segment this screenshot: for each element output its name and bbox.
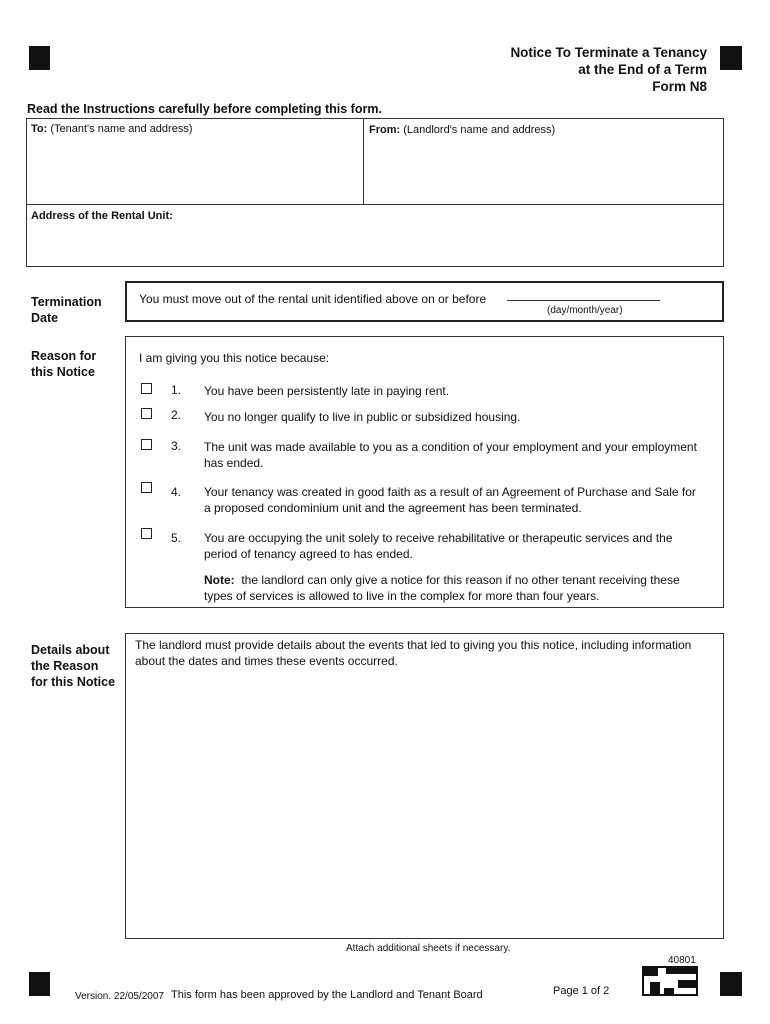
reason-text-1-line-1: You have been persistently late in paying rent. <box>204 384 450 398</box>
details-side-label <box>31 642 123 690</box>
parties-box <box>26 118 724 267</box>
reason-checkbox-3[interactable] <box>141 439 152 450</box>
reason-box <box>125 336 724 608</box>
reason-number-4: 4. <box>171 485 182 499</box>
from-label: From: <box>369 124 401 136</box>
reason-number-3: 3. <box>171 439 182 453</box>
instructions-text: Read the Instructions carefully before completing this form. <box>27 102 382 116</box>
reason-text-3-line-2: has ended. <box>204 456 264 470</box>
reason-text-5-line-1: You are occupying the unit solely to receive rehabilitative or therapeutic services and the <box>204 531 673 545</box>
reason-note <box>204 572 680 604</box>
address-label: Address of the Rental Unit: <box>31 210 173 222</box>
parties-divider-horizontal <box>26 204 724 205</box>
reason-text-3-line-1: The unit was made available to you as a condition of your employment and your employment <box>204 440 697 454</box>
registration-mark-top-right <box>720 46 742 70</box>
details-instructions-line-1: The landlord must provide details about the events that led to giving you this notice, including information <box>135 638 692 652</box>
reason-checkbox-2[interactable] <box>141 408 152 419</box>
details-instructions-line-2: about the dates and times these events occurred. <box>135 654 398 668</box>
attach-note: Attach additional sheets if necessary. <box>346 943 511 954</box>
version-text: Version. 22/05/2007 <box>75 991 164 1002</box>
details-box[interactable] <box>125 633 724 939</box>
reason-note-label: Note: <box>204 573 235 587</box>
details-side-label-line-1: Details about <box>31 643 110 657</box>
registration-mark-bottom-right <box>720 972 742 996</box>
parties-divider-vertical <box>363 118 364 205</box>
reason-note-line-2: types of services is allowed to live in the complex for more than four years. <box>204 589 600 603</box>
termination-side-label-line-1: Termination <box>31 295 102 309</box>
reason-number-5: 5. <box>171 531 182 545</box>
reason-note-line-1: the landlord can only give a notice for this reason if no other tenant receiving these <box>241 573 680 587</box>
form-title-line-1: Notice To Terminate a Tenancy <box>510 45 707 60</box>
reason-intro: I am giving you this notice because: <box>139 351 330 365</box>
form-title-line-3: Form N8 <box>652 79 707 94</box>
to-label: To: <box>31 123 48 135</box>
details-instructions <box>135 637 691 669</box>
reason-text-4 <box>204 484 696 516</box>
reason-checkbox-4[interactable] <box>141 482 152 493</box>
address-field[interactable] <box>31 210 173 222</box>
reason-number-2: 2. <box>171 408 182 422</box>
barcode-mark <box>642 966 698 996</box>
reason-text-1 <box>204 383 449 399</box>
reason-side-label <box>31 348 123 380</box>
to-hint: (Tenant's name and address) <box>50 123 193 135</box>
termination-date-line[interactable] <box>507 300 660 301</box>
reason-number-1: 1. <box>171 383 182 397</box>
form-code: 40801 <box>668 955 696 966</box>
reason-text-4-line-2: a proposed condominium unit and the agreement has been terminated. <box>204 501 582 515</box>
from-field[interactable] <box>369 124 555 136</box>
details-side-label-line-2: the Reason <box>31 659 99 673</box>
reason-text-5-line-2: period of tenancy agreed to has ended. <box>204 547 413 561</box>
form-title-line-2: at the End of a Term <box>578 62 707 77</box>
registration-mark-top-left <box>29 46 50 70</box>
page-number: Page 1 of 2 <box>553 985 610 997</box>
termination-text: You must move out of the rental unit identified above on or before <box>139 292 487 306</box>
reason-text-4-line-1: Your tenancy was created in good faith as a result of an Agreement of Purchase and Sale for <box>204 485 696 499</box>
reason-side-label-line-2: this Notice <box>31 365 95 379</box>
from-hint: (Landlord's name and address) <box>403 124 556 136</box>
reason-text-3 <box>204 439 697 471</box>
registration-mark-bottom-left <box>29 972 50 996</box>
approved-text: This form has been approved by the Landlord and Tenant Board <box>171 989 483 1001</box>
termination-side-label <box>31 294 123 326</box>
details-side-label-line-3: for this Notice <box>31 675 116 689</box>
reason-checkbox-5[interactable] <box>141 528 152 539</box>
reason-checkbox-1[interactable] <box>141 383 152 394</box>
form-title <box>510 44 707 95</box>
reason-text-5 <box>204 530 673 562</box>
termination-date-hint: (day/month/year) <box>547 305 623 316</box>
reason-text-2-line-1: You no longer qualify to live in public or subsidized housing. <box>204 410 521 424</box>
termination-side-label-line-2: Date <box>31 311 59 325</box>
to-field[interactable] <box>31 123 192 135</box>
reason-side-label-line-1: Reason for <box>31 349 97 363</box>
reason-text-2 <box>204 409 520 425</box>
